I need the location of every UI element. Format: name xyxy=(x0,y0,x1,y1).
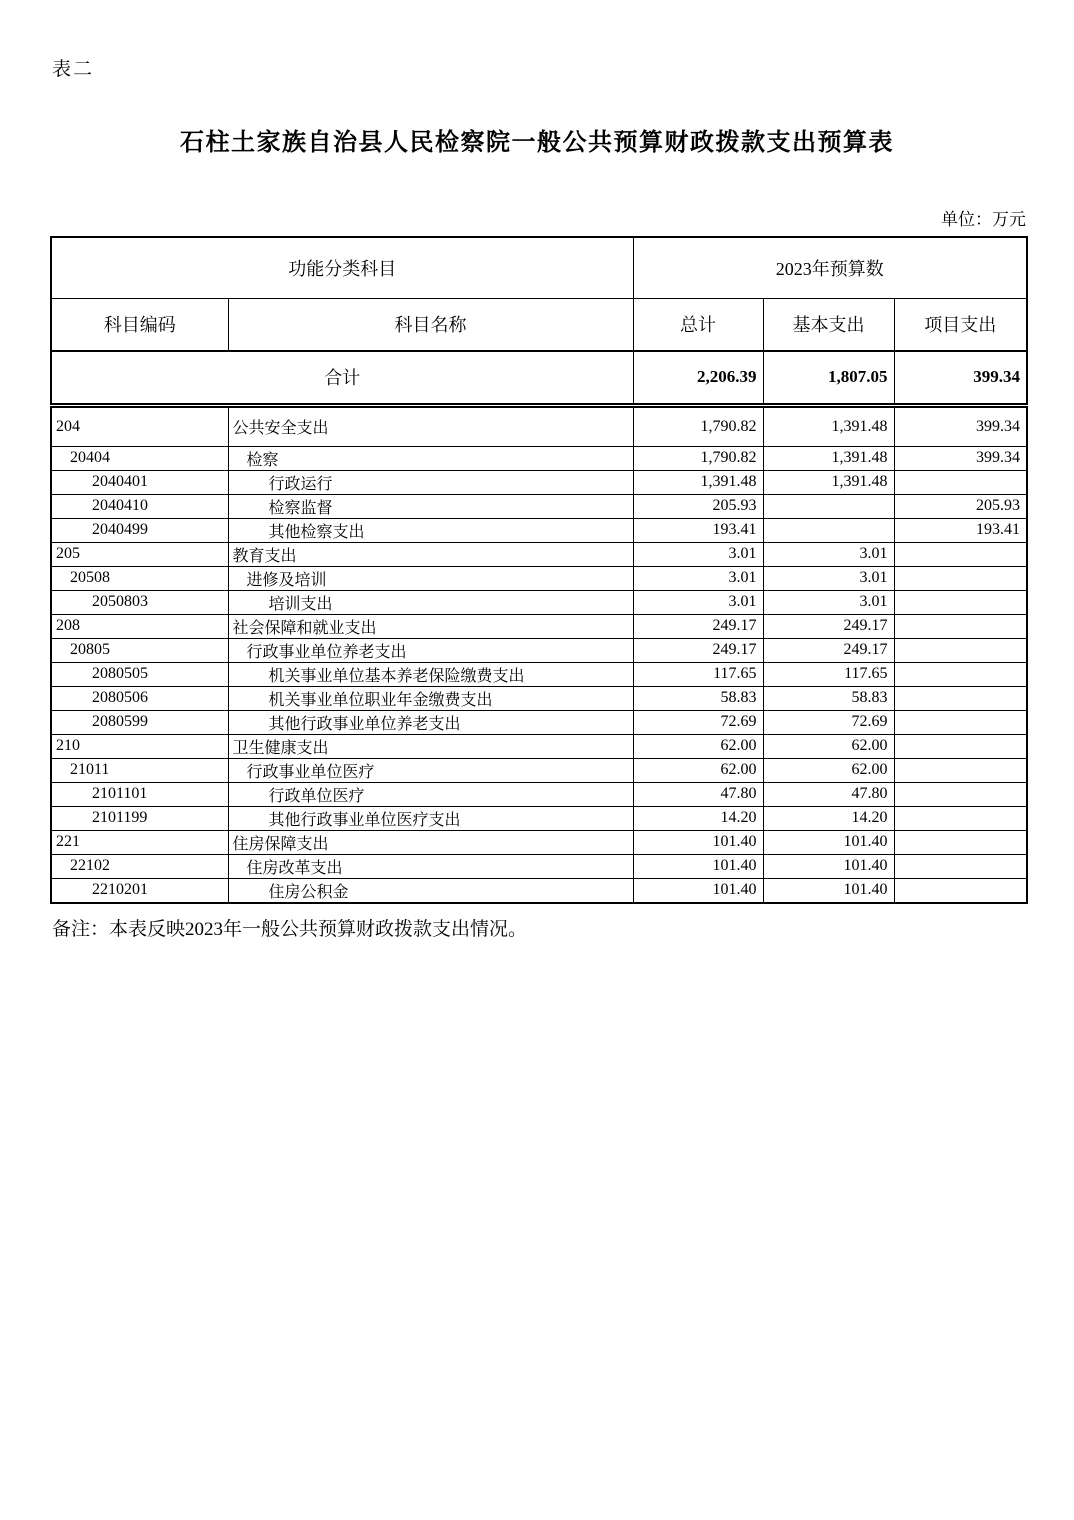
name-cell: 检察 xyxy=(228,446,633,470)
total-cell: 101.40 xyxy=(633,830,763,854)
table-row xyxy=(51,638,1027,662)
table-row xyxy=(51,830,1027,854)
table-row xyxy=(51,590,1027,614)
table-row xyxy=(51,758,1027,782)
basic-cell: 249.17 xyxy=(763,638,894,662)
summary-basic-cell: 1,807.05 xyxy=(763,351,894,405)
basic-cell: 101.40 xyxy=(763,854,894,878)
total-cell: 72.69 xyxy=(633,710,763,734)
project-cell xyxy=(894,470,1027,494)
total-cell: 249.17 xyxy=(633,614,763,638)
code-cell: 20508 xyxy=(51,566,228,590)
budget-table xyxy=(50,236,1028,904)
name-cell: 住房公积金 xyxy=(228,878,633,903)
total-cell: 249.17 xyxy=(633,638,763,662)
project-cell xyxy=(894,782,1027,806)
name-cell: 住房改革支出 xyxy=(228,854,633,878)
code-cell: 210 xyxy=(51,734,228,758)
summary-row xyxy=(51,351,1027,405)
basic-cell: 117.65 xyxy=(763,662,894,686)
code-cell: 2040401 xyxy=(51,470,228,494)
code-cell: 208 xyxy=(51,614,228,638)
total-cell: 3.01 xyxy=(633,542,763,566)
table-row xyxy=(51,782,1027,806)
name-cell: 检察监督 xyxy=(228,494,633,518)
name-cell: 行政单位医疗 xyxy=(228,782,633,806)
table-row xyxy=(51,494,1027,518)
project-cell xyxy=(894,758,1027,782)
total-cell: 1,790.82 xyxy=(633,405,763,446)
table-row xyxy=(51,686,1027,710)
basic-cell: 3.01 xyxy=(763,542,894,566)
total-cell: 14.20 xyxy=(633,806,763,830)
table-row xyxy=(51,878,1027,903)
code-cell: 2040410 xyxy=(51,494,228,518)
table-body xyxy=(51,351,1027,903)
table-row xyxy=(51,518,1027,542)
total-cell: 1,790.82 xyxy=(633,446,763,470)
project-cell xyxy=(894,662,1027,686)
summary-project-cell: 399.34 xyxy=(894,351,1027,405)
name-cell: 机关事业单位基本养老保险缴费支出 xyxy=(228,662,633,686)
total-cell: 101.40 xyxy=(633,878,763,903)
basic-cell: 1,391.48 xyxy=(763,405,894,446)
code-cell: 2210201 xyxy=(51,878,228,903)
code-cell: 22102 xyxy=(51,854,228,878)
table-row xyxy=(51,566,1027,590)
table-row xyxy=(51,446,1027,470)
name-cell: 行政事业单位养老支出 xyxy=(228,638,633,662)
basic-cell: 62.00 xyxy=(763,758,894,782)
name-cell: 机关事业单位职业年金缴费支出 xyxy=(228,686,633,710)
name-cell: 其他行政事业单位养老支出 xyxy=(228,710,633,734)
project-cell xyxy=(894,806,1027,830)
col-header-total: 总计 xyxy=(633,298,763,351)
header-group-row xyxy=(51,237,1027,298)
project-cell xyxy=(894,878,1027,903)
total-cell: 117.65 xyxy=(633,662,763,686)
basic-cell xyxy=(763,494,894,518)
name-cell: 进修及培训 xyxy=(228,566,633,590)
basic-cell: 3.01 xyxy=(763,566,894,590)
table-row xyxy=(51,854,1027,878)
project-cell xyxy=(894,734,1027,758)
col-header-name: 科目名称 xyxy=(228,298,633,351)
code-cell: 2101199 xyxy=(51,806,228,830)
code-cell: 2040499 xyxy=(51,518,228,542)
basic-cell: 62.00 xyxy=(763,734,894,758)
footnote: 备注：本表反映2023年一般公共预算财政拨款支出情况。 xyxy=(52,919,528,940)
table-row xyxy=(51,710,1027,734)
col-group-budget: 2023年预算数 xyxy=(633,237,1027,298)
total-cell: 62.00 xyxy=(633,758,763,782)
total-cell: 62.00 xyxy=(633,734,763,758)
total-cell: 3.01 xyxy=(633,590,763,614)
basic-cell: 1,391.48 xyxy=(763,470,894,494)
project-cell xyxy=(894,590,1027,614)
col-header-project: 项目支出 xyxy=(894,298,1027,351)
total-cell: 205.93 xyxy=(633,494,763,518)
project-cell xyxy=(894,710,1027,734)
basic-cell: 101.40 xyxy=(763,830,894,854)
table-number-label: 表二 xyxy=(52,59,95,80)
project-cell xyxy=(894,566,1027,590)
name-cell: 卫生健康支出 xyxy=(228,734,633,758)
code-cell: 2080505 xyxy=(51,662,228,686)
table-row xyxy=(51,614,1027,638)
name-cell: 其他行政事业单位医疗支出 xyxy=(228,806,633,830)
basic-cell: 101.40 xyxy=(763,878,894,903)
name-cell: 公共安全支出 xyxy=(228,405,633,446)
table-row xyxy=(51,806,1027,830)
basic-cell: 72.69 xyxy=(763,710,894,734)
page-title: 石柱土家族自治县人民检察院一般公共预算财政拨款支出预算表 xyxy=(180,130,894,156)
col-header-basic: 基本支出 xyxy=(763,298,894,351)
total-cell: 1,391.48 xyxy=(633,470,763,494)
code-cell: 204 xyxy=(51,405,228,446)
project-cell xyxy=(894,638,1027,662)
name-cell: 其他检察支出 xyxy=(228,518,633,542)
code-cell: 2101101 xyxy=(51,782,228,806)
code-cell: 2080506 xyxy=(51,686,228,710)
header-columns-row xyxy=(51,298,1027,351)
summary-total-cell: 2,206.39 xyxy=(633,351,763,405)
name-cell: 住房保障支出 xyxy=(228,830,633,854)
basic-cell: 58.83 xyxy=(763,686,894,710)
code-cell: 205 xyxy=(51,542,228,566)
code-cell: 21011 xyxy=(51,758,228,782)
basic-cell xyxy=(763,518,894,542)
name-cell: 教育支出 xyxy=(228,542,633,566)
name-cell: 行政运行 xyxy=(228,470,633,494)
code-cell: 2080599 xyxy=(51,710,228,734)
code-cell: 20404 xyxy=(51,446,228,470)
project-cell: 399.34 xyxy=(894,446,1027,470)
code-cell: 221 xyxy=(51,830,228,854)
basic-cell: 14.20 xyxy=(763,806,894,830)
basic-cell: 1,391.48 xyxy=(763,446,894,470)
total-cell: 193.41 xyxy=(633,518,763,542)
table-row xyxy=(51,542,1027,566)
name-cell: 社会保障和就业支出 xyxy=(228,614,633,638)
total-cell: 3.01 xyxy=(633,566,763,590)
table-row xyxy=(51,405,1027,446)
project-cell: 193.41 xyxy=(894,518,1027,542)
table-row xyxy=(51,662,1027,686)
project-cell xyxy=(894,686,1027,710)
project-cell xyxy=(894,854,1027,878)
basic-cell: 47.80 xyxy=(763,782,894,806)
total-cell: 58.83 xyxy=(633,686,763,710)
project-cell xyxy=(894,830,1027,854)
basic-cell: 249.17 xyxy=(763,614,894,638)
col-group-function: 功能分类科目 xyxy=(51,237,633,298)
table-row xyxy=(51,734,1027,758)
code-cell: 2050803 xyxy=(51,590,228,614)
table-header xyxy=(51,237,1027,351)
total-cell: 101.40 xyxy=(633,854,763,878)
name-cell: 培训支出 xyxy=(228,590,633,614)
basic-cell: 3.01 xyxy=(763,590,894,614)
project-cell: 205.93 xyxy=(894,494,1027,518)
summary-label: 合计 xyxy=(51,351,633,405)
total-cell: 47.80 xyxy=(633,782,763,806)
project-cell: 399.34 xyxy=(894,405,1027,446)
col-header-code: 科目编码 xyxy=(51,298,228,351)
table-row xyxy=(51,470,1027,494)
project-cell xyxy=(894,542,1027,566)
project-cell xyxy=(894,614,1027,638)
unit-note: 单位：万元 xyxy=(941,210,1026,229)
name-cell: 行政事业单位医疗 xyxy=(228,758,633,782)
code-cell: 20805 xyxy=(51,638,228,662)
